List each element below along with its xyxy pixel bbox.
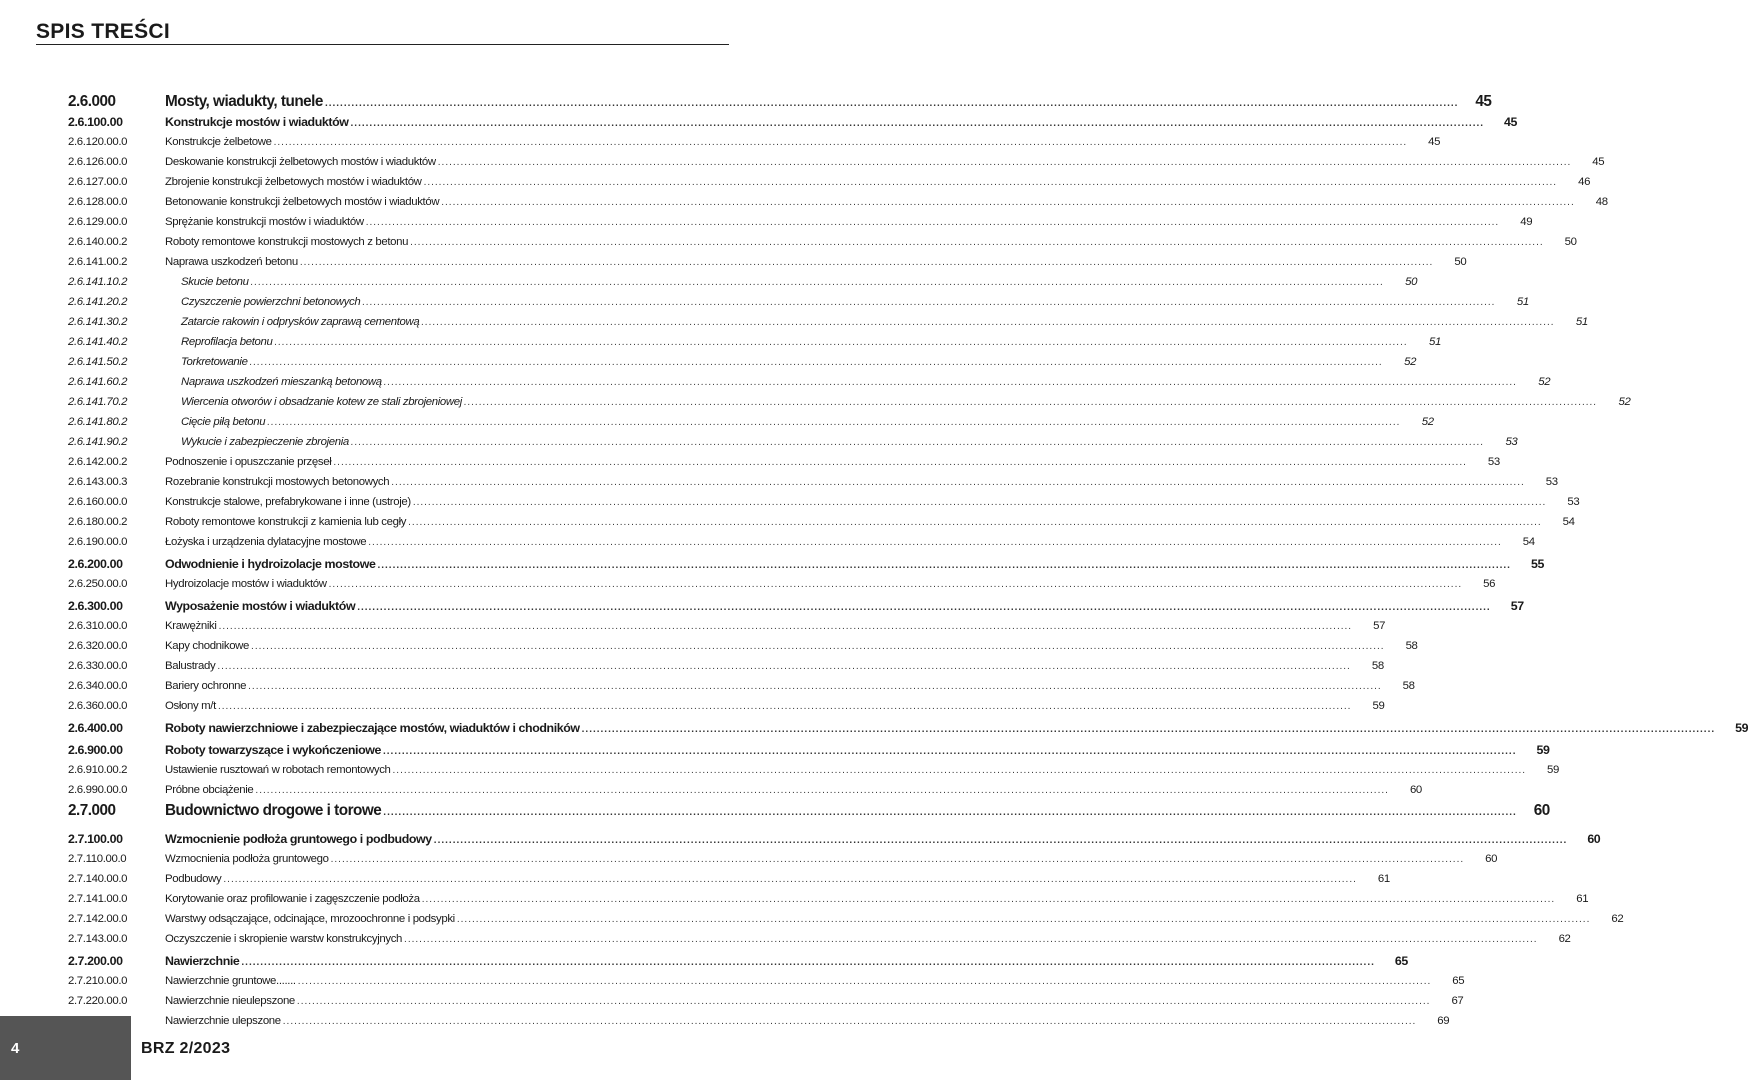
toc-entry-title: Betonowanie konstrukcji żelbetowych mostów i wiaduktów <box>165 196 440 208</box>
toc-entry-title: Oczyszczenie i skropienie warstw konstrukcyjnych <box>165 933 403 945</box>
toc-entry-title: Konstrukcje żelbetowe <box>165 136 272 148</box>
toc-entry-page: 53 <box>1505 436 1518 448</box>
toc-entry-title: Bariery ochronne <box>165 680 247 692</box>
dot-leader: ............................................................................................................................................................................................................................................................................................................ <box>324 98 1459 109</box>
dot-leader: ............................................................................................................................................................................................................................................................................................................ <box>299 257 1434 268</box>
toc-entry <box>68 971 1465 991</box>
toc-entry-page: 59 <box>1536 743 1550 757</box>
toc-entry <box>68 272 1418 292</box>
dot-leader: ............................................................................................................................................................................................................................................................................................................ <box>250 277 1385 288</box>
toc-entry-title: Krawężniki <box>165 620 217 632</box>
toc-entry-page: 60 <box>1533 802 1550 819</box>
toc-entry <box>68 332 1441 352</box>
toc-entry-title: Odwodnienie i hydroizolacje mostowe <box>165 557 376 571</box>
toc-entry <box>68 372 1551 392</box>
toc-entry <box>68 656 1384 676</box>
toc-entry-page: 59 <box>1547 764 1560 776</box>
toc-entry-title: Roboty nawierzchniowe i zabezpieczające mostów, wiaduktów i chodników <box>165 721 580 735</box>
toc-entry-title: Czyszczenie powierzchni betonowych <box>181 296 361 308</box>
dot-leader: ............................................................................................................................................................................................................................................................................................................ <box>223 874 1357 885</box>
toc-entry-code: 2.6.141.90.2 <box>68 436 128 448</box>
toc-entry <box>68 991 1464 1011</box>
toc-entry-page: 53 <box>1487 456 1500 468</box>
toc-entry-code: 2.6.310.00.0 <box>68 620 128 632</box>
toc-entry-code: 2.6.141.20.2 <box>68 296 128 308</box>
dot-leader: ............................................................................................................................................................................................................................................................................................................ <box>296 996 1431 1007</box>
dot-leader: ............................................................................................................................................................................................................................................................................................................ <box>581 724 1716 735</box>
toc-entry <box>68 532 1535 552</box>
dot-leader: ............................................................................................................................................................................................................................................................................................................ <box>241 957 1375 968</box>
toc-entry <box>68 512 1575 532</box>
toc-entry-title: Cięcie piłą betonu <box>181 416 266 428</box>
toc-entry <box>68 472 1558 492</box>
page-title: SPIS TREŚCI <box>36 20 170 43</box>
toc-entry-title: Podbudowy <box>165 873 222 885</box>
dot-leader: ............................................................................................................................................................................................................................................................................................................ <box>382 746 1517 757</box>
dot-leader: ............................................................................................................................................................................................................................................................................................................ <box>412 497 1547 508</box>
toc-entry-code: 2.6.900.00 <box>68 743 123 757</box>
toc-entry <box>68 92 1492 112</box>
dot-leader: ............................................................................................................................................................................................................................................................................................................ <box>421 894 1556 905</box>
dot-leader: ............................................................................................................................................................................................................................................................................................................ <box>377 560 1511 571</box>
toc-entry-title: Naprawa uszkodzeń betonu <box>165 256 298 268</box>
toc-entry <box>68 492 1580 512</box>
toc-entry <box>68 829 1601 849</box>
toc-entry-page: 57 <box>1510 599 1524 613</box>
dot-leader: ............................................................................................................................................................................................................................................................................................................ <box>282 1016 1417 1027</box>
toc-entry-title: Budownictwo drogowe i torowe <box>165 802 382 819</box>
toc-entry-page: 65 <box>1394 954 1408 968</box>
dot-leader: ............................................................................................................................................................................................................................................................................................................ <box>217 701 1352 712</box>
toc-entry-code: 2.6.141.10.2 <box>68 276 128 288</box>
toc-entry-title: Wiercenia otworów i obsadzanie kotew ze stali zbrojeniowej <box>181 396 462 408</box>
dot-leader: ............................................................................................................................................................................................................................................................................................................ <box>350 118 1485 129</box>
footer-page-box <box>0 1016 131 1080</box>
toc-entry-page: 52 <box>1421 416 1434 428</box>
toc-entry-page: 59 <box>1372 700 1385 712</box>
footer-issue-label: BRZ 2/2023 <box>141 1040 231 1057</box>
toc-entry-page: 56 <box>1483 578 1496 590</box>
dot-leader: ............................................................................................................................................................................................................................................................................................................ <box>362 297 1496 308</box>
dot-leader: ............................................................................................................................................................................................................................................................................................................ <box>249 357 1384 368</box>
dot-leader: ............................................................................................................................................................................................................................................................................................................ <box>423 177 1558 188</box>
toc-entry-title: Deskowanie konstrukcji żelbetowych mostów i wiaduktów <box>165 156 436 168</box>
toc-entry <box>68 392 1631 412</box>
toc-entry-title: Ustawienie rusztowań w robotach remontowych <box>165 764 391 776</box>
toc-entry-code: 2.6.250.00.0 <box>68 578 128 590</box>
toc-entry <box>68 909 1624 929</box>
toc-entry-title: Sprężanie konstrukcji mostów i wiaduktów <box>165 216 364 228</box>
toc-entry-title: Warstwy odsączające, odcinające, mrozoochronne i podsypki <box>165 913 455 925</box>
toc-entry <box>68 1011 1450 1031</box>
toc-entry-title: Wykucie i zabezpieczenie zbrojenia <box>181 436 349 448</box>
dot-leader: ............................................................................................................................................................................................................................................................................................................ <box>421 317 1555 328</box>
toc-entry-page: 58 <box>1405 640 1418 652</box>
toc-entry <box>68 738 1550 760</box>
toc-entry-page: 54 <box>1522 536 1535 548</box>
toc-entry-page: 45 <box>1428 136 1441 148</box>
toc-entry-code: 2.6.141.40.2 <box>68 336 128 348</box>
toc-entry-page: 61 <box>1377 873 1390 885</box>
toc-entry-title: Roboty remontowe konstrukcji mostowych z betonu <box>165 236 409 248</box>
toc-entry-code: 2.6.120.00.0 <box>68 136 128 148</box>
toc-entry-code: 2.6.190.00.0 <box>68 536 128 548</box>
dot-leader: ............................................................................................................................................................................................................................................................................................................ <box>365 217 1500 228</box>
dot-leader: ............................................................................................................................................................................................................................................................................................................ <box>456 914 1591 925</box>
toc-entry-code: 2.7.140.00.0 <box>68 873 128 885</box>
toc-entry-title: Nawierzchnie ulepszone <box>165 1015 281 1027</box>
toc-entry-code: 2.6.129.00.0 <box>68 216 128 228</box>
toc-entry-code: 2.6.180.00.2 <box>68 516 128 528</box>
toc-entry-code: 2.6.127.00.0 <box>68 176 128 188</box>
toc-entry-page: 45 <box>1592 156 1605 168</box>
toc-entry <box>68 112 1518 132</box>
toc-entry-page: 49 <box>1520 216 1533 228</box>
toc-entry-page: 53 <box>1567 496 1580 508</box>
toc-entry-code: 2.7.210.00.0 <box>68 975 128 987</box>
dot-leader: ............................................................................................................................................................................................................................................................................................................ <box>328 579 1463 590</box>
toc-entry-page: 58 <box>1371 660 1384 672</box>
toc-entry-page: 65 <box>1452 975 1465 987</box>
toc-entry-page: 61 <box>1576 893 1589 905</box>
dot-leader: ............................................................................................................................................................................................................................................................................................................ <box>217 661 1351 672</box>
dot-leader: ............................................................................................................................................................................................................................................................................................................ <box>267 417 1401 428</box>
toc-entry-title: Osłony m/t <box>165 700 216 712</box>
toc-entry-page: 50 <box>1405 276 1418 288</box>
toc-entry-title: Zbrojenie konstrukcji żelbetowych mostów i wiaduktów <box>165 176 422 188</box>
toc-entry-page: 57 <box>1373 620 1386 632</box>
toc-entry-code: 2.6.141.00.2 <box>68 256 128 268</box>
toc-entry-page: 45 <box>1475 93 1492 110</box>
toc-entry-code: 2.6.141.60.2 <box>68 376 128 388</box>
toc-entry-title: Naprawa uszkodzeń mieszanką betonową <box>181 376 382 388</box>
toc-entry-title: Mosty, wiadukty, tunele <box>165 93 323 110</box>
dot-leader: ............................................................................................................................................................................................................................................................................................................ <box>273 137 1408 148</box>
toc-entry-title: Rozebranie konstrukcji mostowych betonowych <box>165 476 390 488</box>
toc-entry-code: 2.6.360.00.0 <box>68 700 128 712</box>
toc-entry-code: 2.6.141.70.2 <box>68 396 128 408</box>
toc-entry-code: 2.6.140.00.2 <box>68 236 128 248</box>
toc-entry-title: Zatarcie rakowin i odprysków zaprawą cementową <box>181 316 420 328</box>
dot-leader: ............................................................................................................................................................................................................................................................................................................ <box>251 641 1385 652</box>
toc-entry-title: Roboty towarzyszące i wykończeniowe <box>165 743 381 757</box>
toc-entry-page: 60 <box>1587 832 1601 846</box>
toc-entry-code: 2.7.100.00 <box>68 832 123 846</box>
toc-entry-code: 2.6.143.00.3 <box>68 476 128 488</box>
dot-leader: ............................................................................................................................................................................................................................................................................................................ <box>404 934 1538 945</box>
toc-entry-code: 2.6.330.00.0 <box>68 660 128 672</box>
toc-entry-title: Nawierzchnie <box>165 954 240 968</box>
toc-entry-page: 53 <box>1545 476 1558 488</box>
toc-entry <box>68 616 1386 636</box>
toc-entry-code: 2.6.160.00.0 <box>68 496 128 508</box>
toc-entry-title: Nawierzchnie gruntowe....... <box>165 975 296 987</box>
toc-entry <box>68 594 1524 616</box>
toc-entry <box>68 780 1422 800</box>
toc-entry <box>68 232 1577 252</box>
toc-entry-page: 52 <box>1618 396 1631 408</box>
dot-leader: ............................................................................................................................................................................................................................................................................................................ <box>368 537 1502 548</box>
toc-entry <box>68 352 1417 372</box>
toc-entry <box>68 800 1550 829</box>
toc-entry <box>68 716 1748 738</box>
toc-entry-page: 51 <box>1429 336 1441 348</box>
toc-entry-title: Korytowanie oraz profilowanie i zagęszczenie podłoża <box>165 893 420 905</box>
dot-leader: ............................................................................................................................................................................................................................................................................................................ <box>463 397 1598 408</box>
toc-entry <box>68 696 1385 716</box>
toc-entry <box>68 432 1518 452</box>
toc-entry <box>68 869 1390 889</box>
toc-entry-code: 2.6.990.00.0 <box>68 784 128 796</box>
toc-entry <box>68 252 1467 272</box>
toc-entry-page: 52 <box>1404 356 1417 368</box>
toc-entry-code: 2.6.126.00.0 <box>68 156 128 168</box>
toc-entry-page: 51 <box>1575 316 1588 328</box>
dot-leader: ............................................................................................................................................................................................................................................................................................................ <box>433 835 1568 846</box>
dot-leader: ............................................................................................................................................................................................................................................................................................................ <box>255 785 1389 796</box>
toc-entry-title: Nawierzchnie nieulepszone <box>165 995 295 1007</box>
toc-entry <box>68 172 1591 192</box>
dot-leader: ............................................................................................................................................................................................................................................................................................................ <box>333 457 1467 468</box>
toc-entry-code: 2.7.220.00.0 <box>68 995 128 1007</box>
dot-leader: ............................................................................................................................................................................................................................................................................................................ <box>410 237 1544 248</box>
toc-entry-page: 52 <box>1538 376 1551 388</box>
toc-entry-page: 67 <box>1451 995 1464 1007</box>
toc-entry-page: 60 <box>1485 853 1498 865</box>
dot-leader: ............................................................................................................................................................................................................................................................................................................ <box>383 377 1518 388</box>
dot-leader: ............................................................................................................................................................................................................................................................................................................ <box>437 157 1572 168</box>
toc-entry-page: 59 <box>1735 721 1748 735</box>
toc-entry-code: 2.6.141.30.2 <box>68 316 128 328</box>
toc-entry-code: 2.6.141.80.2 <box>68 416 128 428</box>
toc-entry-code: 2.6.128.00.0 <box>68 196 128 208</box>
toc-entry-title: Torkretowanie <box>181 356 248 368</box>
toc-entry <box>68 152 1605 172</box>
toc-entry <box>68 412 1434 432</box>
toc-entry-page: 50 <box>1564 236 1577 248</box>
toc-entry-title: Próbne obciążenie <box>165 784 254 796</box>
toc-entry <box>68 636 1418 656</box>
toc-entry-code: 2.6.141.50.2 <box>68 356 128 368</box>
table-of-contents <box>68 92 1748 1031</box>
toc-entry-code: 2.7.200.00 <box>68 954 123 968</box>
toc-entry-page: 62 <box>1611 913 1624 925</box>
toc-entry-title: Roboty remontowe konstrukcji z kamienia lub cegły <box>165 516 407 528</box>
toc-entry-code: 2.6.142.00.2 <box>68 456 128 468</box>
toc-entry-title: Łożyska i urządzenia dylatacyjne mostowe <box>165 536 367 548</box>
toc-entry-code: 2.7.000 <box>68 802 116 819</box>
toc-entry-page: 69 <box>1437 1015 1450 1027</box>
toc-entry-code: 2.7.141.00.0 <box>68 893 128 905</box>
dot-leader: ............................................................................................................................................................................................................................................................................................................ <box>297 976 1432 987</box>
toc-entry-title: Konstrukcje stalowe, prefabrykowane i inne (ustroje) <box>165 496 411 508</box>
footer-page-number: 4 <box>11 1040 20 1057</box>
dot-leader: ............................................................................................................................................................................................................................................................................................................ <box>274 337 1408 348</box>
toc-entry <box>68 849 1498 869</box>
toc-entry-title: Balustrady <box>165 660 216 672</box>
toc-entry-page: 58 <box>1402 680 1415 692</box>
toc-entry-page: 45 <box>1504 115 1518 129</box>
toc-entry <box>68 574 1496 594</box>
toc-entry-code: 2.6.200.00 <box>68 557 123 571</box>
dot-leader: ............................................................................................................................................................................................................................................................................................................ <box>218 621 1353 632</box>
toc-entry-code: 2.7.143.00.0 <box>68 933 128 945</box>
dot-leader: ............................................................................................................................................................................................................................................................................................................ <box>408 517 1542 528</box>
toc-entry-code: 2.7.142.00.0 <box>68 913 128 925</box>
toc-entry-page: 46 <box>1578 176 1591 188</box>
toc-entry <box>68 212 1533 232</box>
toc-entry-title: Kapy chodnikowe <box>165 640 250 652</box>
toc-entry-code: 2.6.340.00.0 <box>68 680 128 692</box>
toc-entry-title: Skucie betonu <box>181 276 249 288</box>
toc-entry-title: Wzmocnienia podłoża gruntowego <box>165 853 329 865</box>
toc-entry-page: 51 <box>1516 296 1529 308</box>
title-rule <box>36 44 729 45</box>
toc-entry-title: Wyposażenie mostów i wiaduktów <box>165 599 356 613</box>
dot-leader: ............................................................................................................................................................................................................................................................................................................ <box>330 854 1465 865</box>
toc-entry-code: 2.6.320.00.0 <box>68 640 128 652</box>
dot-leader: ............................................................................................................................................................................................................................................................................................................ <box>441 197 1575 208</box>
toc-entry-page: 62 <box>1558 933 1571 945</box>
toc-entry-code: 2.6.910.00.2 <box>68 764 128 776</box>
toc-entry <box>68 132 1441 152</box>
toc-entry-page: 60 <box>1409 784 1422 796</box>
toc-entry-title: Podnoszenie i opuszczanie przęseł <box>165 456 332 468</box>
dot-leader: ............................................................................................................................................................................................................................................................................................................ <box>392 765 1527 776</box>
toc-entry-page: 50 <box>1454 256 1467 268</box>
toc-entry <box>68 676 1415 696</box>
toc-entry-title: Hydroizolacje mostów i wiaduktów <box>165 578 327 590</box>
toc-entry-title: Reprofilacja betonu <box>181 336 273 348</box>
toc-entry-code: 2.6.400.00 <box>68 721 123 735</box>
toc-entry-code: 2.6.100.00 <box>68 115 123 129</box>
toc-entry-title: Wzmocnienie podłoża gruntowego i podbudowy <box>165 832 432 846</box>
dot-leader: ............................................................................................................................................................................................................................................................................................................ <box>391 477 1525 488</box>
toc-entry-page: 48 <box>1595 196 1608 208</box>
toc-entry <box>68 312 1588 332</box>
toc-entry <box>68 929 1571 949</box>
toc-entry <box>68 292 1529 312</box>
toc-entry-code: 2.6.300.00 <box>68 599 123 613</box>
toc-entry-page: 54 <box>1562 516 1575 528</box>
toc-entry <box>68 949 1408 971</box>
toc-entry-code: 2.6.000 <box>68 93 116 110</box>
dot-leader: ............................................................................................................................................................................................................................................................................................................ <box>357 602 1491 613</box>
toc-entry <box>68 192 1608 212</box>
toc-entry <box>68 552 1544 574</box>
toc-entry <box>68 760 1560 780</box>
dot-leader: ............................................................................................................................................................................................................................................................................................................ <box>383 807 1517 818</box>
toc-entry <box>68 889 1589 909</box>
toc-entry-title: Konstrukcje mostów i wiaduktów <box>165 115 349 129</box>
toc-entry <box>68 452 1500 472</box>
dot-leader: ............................................................................................................................................................................................................................................................................................................ <box>248 681 1382 692</box>
dot-leader: ............................................................................................................................................................................................................................................................................................................ <box>350 437 1485 448</box>
toc-entry-code: 2.7.110.00.0 <box>68 853 127 865</box>
toc-entry-page: 55 <box>1530 557 1544 571</box>
